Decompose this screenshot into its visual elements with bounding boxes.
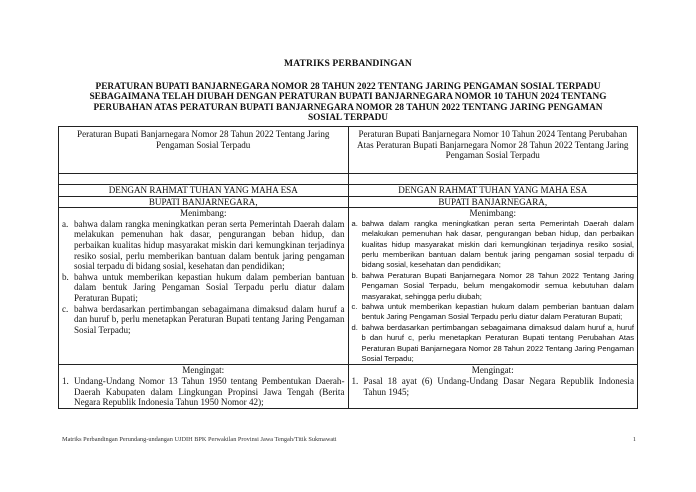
item-marker: b. [351,270,358,280]
table-row [59,174,638,185]
list-item [352,323,635,365]
item-marker: c. [62,303,69,314]
list-item [62,376,345,408]
subtitle-line: PERUBAHAN ATAS PERATURAN BUPATI BANJARNEGARA NOMOR 28 TAHUN 2022 TENTANG JARING PENGAMAN [93,102,603,113]
menimbang-list-wrapper [352,219,635,365]
left-menimbang-cell [59,208,349,365]
left-column-header: Peraturan Bupati Banjarnegara Nomor 28 Tahun 2022 Tentang Jaring Pengaman Sosial Terpadu [59,127,349,174]
item-marker: d. [351,322,358,332]
empty-cell [59,174,349,185]
item-marker: a. [62,218,69,229]
page-number: 1 [632,436,636,443]
table-row [59,208,638,365]
mengingat-label: Mengingat: [471,365,514,376]
right-blessing: DENGAN RAHMAT TUHAN YANG MAHA ESA [348,185,638,197]
list-item [352,271,635,302]
right-column-header: Peraturan Bupati Banjarnegara Nomor 10 Tahun 2024 Tentang Perubahan Atas Peraturan Bupati Banjarnegara Nomor 28 Tahun 2022 Tentang Jaring Pengaman Sosial Terpadu [348,127,638,174]
menimbang-label: Menimbang: [180,208,227,219]
empty-cell [348,174,638,185]
left-authority: BUPATI BANJARNEGARA, [59,196,349,208]
item-text: Undang-Undang Nomor 13 Tahun 1950 tentang Pembentukan Daerah-Daerah Kabupaten dalam Lingkungan Propinsi Jawa Tengah (Berita Negara Republik Indonesia Tahun 1950 Nomor 42); [74,376,345,408]
menimbang-list [62,219,345,336]
table-row [59,185,638,197]
item-text: bahwa berdasarkan pertimbangan sebagaimana dimaksud dalam huruf a dan huruf b, perlu menetapkan Peraturan Bupati tentang Jaring Pengaman Sosial Terpadu; [74,303,345,335]
list-item [352,219,635,271]
document-subtitle [60,82,636,124]
item-text: bahwa dalam rangka meningkatkan peran serta Pemerintah Daerah dalam melakukan pemenuhan hak dasar, pengurangan beban hidup, dan perbaikan kualitas hidup masyarakat miskin dari kemungkinan terjadinya resiko sosial, perlu memberikan bantuan dalam bentuk jaring pengaman sosial terpadu di bidang sosial, kesehatan dan pendidikan; [74,218,345,272]
item-marker: c. [351,302,358,312]
mengingat-list [62,376,345,408]
subtitle-line: SEBAGAIMANA TELAH DIUBAH DENGAN PERATURAN BUPATI BANJARNEGARA NOMOR 10 TAHUN 2024 TENTANG [89,92,607,103]
comparison-table [58,126,638,409]
list-item [62,304,345,336]
list-item [62,219,345,272]
item-text: bahwa dalam rangka meningkatkan peran serta Pemerintah Daerah dalam melakukan pemenuhan hak dasar, pengurangan beban hidup, dan perbaikan kualitas hidup masyarakat miskin dari kemungkinan terjadinya resiko sosial, perlu memberikan bantuan dalam bentuk jaring pengaman sosial terpadu di bidang sosial, kesehatan dan pendidikan; [361,218,634,270]
mengingat-label: Mengingat: [182,365,225,376]
footer-text: Matriks Perbandingan Perundang-undangan UJDIH BPK Perwakilan Provinsi Jawa Tengah/Titik Sukmawati [62,436,337,443]
item-marker: a. [351,218,358,228]
subtitle-line: SOSIAL TERPADU [308,113,388,124]
list-item [352,376,635,397]
list-item [62,272,345,304]
item-marker: 1. [351,376,359,387]
menimbang-list [352,219,635,365]
item-text: bahwa berdasarkan pertimbangan sebagaimana dimaksud dalam huruf a, huruf b dan huruf c, perlu menetapkan Peraturan Bupati tentang Perubahan Atas Peraturan Bupati Banjarnegara Nomor 28 Tahun 2022 Tentang Jaring Pengaman Sosial Terpadu; [361,322,634,364]
left-blessing: DENGAN RAHMAT TUHAN YANG MAHA ESA [59,185,349,197]
item-text: bahwa untuk memberikan kepastian hukum dalam pemberian bantuan dalam bentuk Jaring Pengaman Sosial Terpadu perlu diatur dalam Peraturan Bupati; [361,302,634,322]
right-authority: BUPATI BANJARNEGARA, [348,196,638,208]
item-text: bahwa untuk memberikan kepastian hukum dalam pemberian bantuan dalam bentuk Jaring Pengaman Sosial Terpadu perlu diatur dalam Peraturan Bupati; [74,271,345,303]
list-item [352,302,635,323]
item-text: Pasal 18 ayat (6) Undang-Undang Dasar Negara Republik Indonesia Tahun 1945; [363,376,634,397]
right-menimbang-cell [348,208,638,365]
table-row [59,196,638,208]
page-footer [62,436,636,443]
item-marker: 1. [62,376,69,387]
right-mengingat-cell [348,365,638,408]
table-header-row [59,127,638,174]
document-title: MATRIKS PERBANDINGAN [284,58,412,69]
table-row [59,365,638,408]
mengingat-list [352,376,635,397]
subtitle-line: PERATURAN BUPATI BANJARNEGARA NOMOR 28 TAHUN 2022 TENTANG JARING PENGAMAN SOSIAL TERPADU [95,82,601,92]
item-text: bahwa Peraturan Bupati Banjarnegara Nomor 28 Tahun 2022 Tentang Jaring Pengaman Sosial Terpadu, belum mengakomodir semua kebutuhan dalam masyarakat, sehingga perlu diubah; [361,270,634,301]
left-mengingat-cell [59,365,349,408]
menimbang-label: Menimbang: [469,208,516,219]
item-marker: b. [62,271,69,282]
